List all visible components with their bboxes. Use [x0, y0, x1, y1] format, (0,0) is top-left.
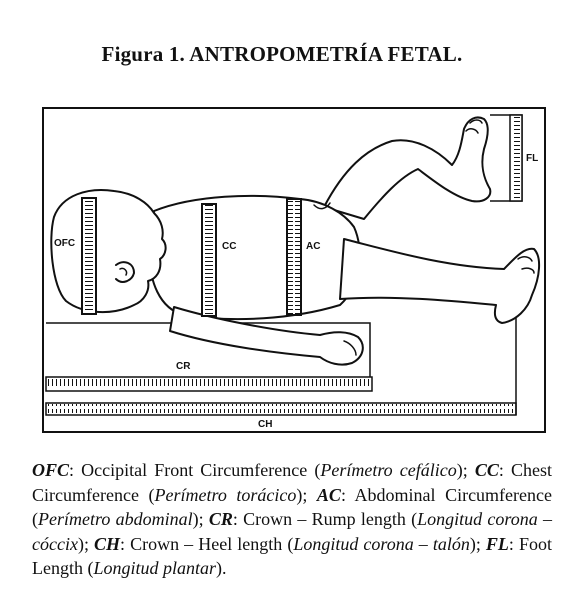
foot-length-ruler	[490, 115, 522, 201]
label-cc: CC	[222, 241, 237, 252]
label-ch: CH	[258, 419, 273, 430]
fetal-anthropometry-diagram	[42, 107, 546, 433]
cc-tape	[202, 204, 216, 316]
caption-abbr-ac: AC	[316, 484, 341, 505]
caption-en-ac: Abdominal Circumference	[354, 484, 552, 505]
figure-title: Figura 1. ANTROPOMETRÍA FETAL.	[101, 42, 463, 66]
caption-en-ofc: Occipital Front Circumference	[81, 460, 308, 480]
caption-en-ch: Crown – Heel length	[130, 533, 283, 554]
crown-rump-ruler	[46, 377, 372, 391]
caption-abbr-cr: CR	[208, 509, 233, 529]
caption-es-fl: Longitud plantar	[93, 558, 217, 578]
ofc-tape	[82, 198, 96, 314]
caption-abbr-ofc: OFC	[32, 460, 70, 480]
caption-abbr-cc: CC	[474, 460, 499, 480]
label-ac: AC	[306, 241, 321, 252]
caption-en-fl: Foot Length	[32, 533, 552, 578]
caption-abbr-fl: FL	[485, 533, 509, 554]
label-ofc: OFC	[54, 238, 76, 249]
diagram-drawing	[44, 109, 544, 431]
label-cr: CR	[176, 361, 191, 372]
figure-caption: OFC: Occipital Front Circumference (Perímetro cefálico); CC: Chest Circumference (Perímetro torácico); AC: Abdominal Circumference (Perímetro abdominal); CR: Crown – Rump length (Longitud corona – cóccix); CH: Crown – Heel length (Longitud corona – talón); FL: Foot Length (Longitud plantar).	[32, 460, 552, 578]
caption-es-ch: Longitud corona – talón	[293, 533, 470, 554]
caption-en-cr: Crown – Rump length	[243, 509, 406, 529]
crown-heel-ruler	[46, 309, 516, 415]
caption-es-cc: Perímetro torácico	[154, 484, 297, 505]
label-fl: FL	[526, 153, 539, 164]
caption-es-ac: Perímetro abdominal	[38, 509, 193, 529]
caption-es-ofc: Perímetro cefálico	[320, 460, 457, 480]
caption-en-cc: Chest Circumference	[32, 460, 552, 505]
caption-abbr-ch: CH	[94, 533, 121, 554]
caption-es-cr: Longitud corona – cóccix	[32, 509, 552, 554]
ac-tape	[287, 199, 301, 315]
